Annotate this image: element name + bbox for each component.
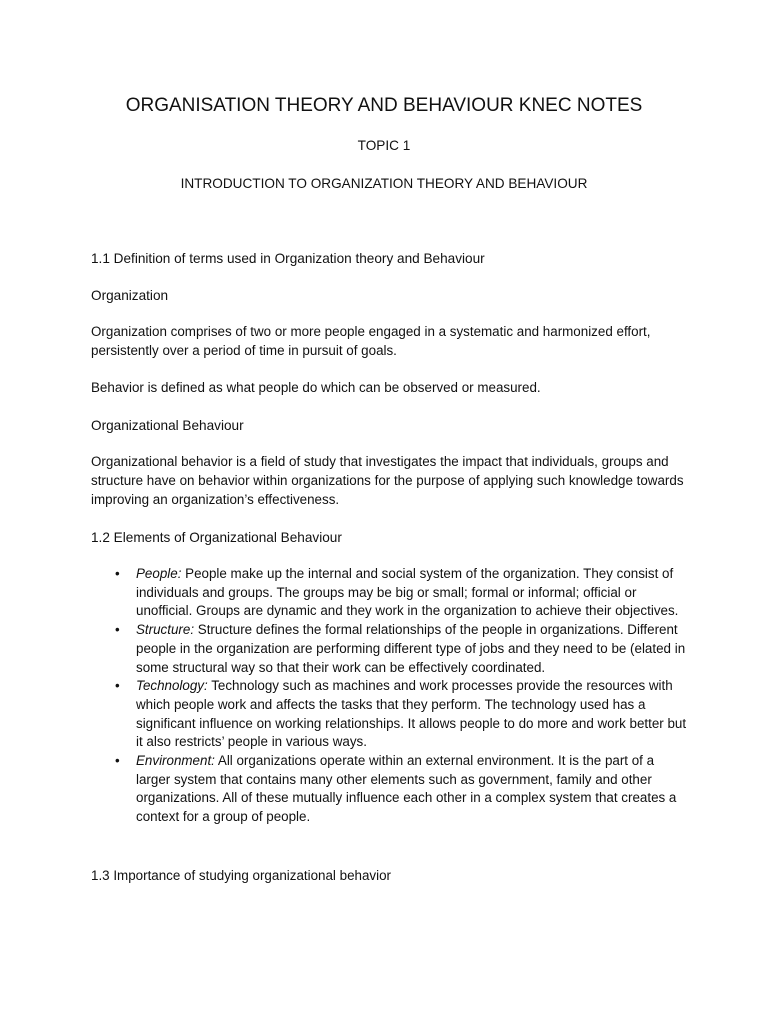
list-item [91, 621, 691, 677]
element-term: Technology: [136, 678, 208, 694]
section-1-1-heading: 1.1 Definition of terms used in Organization theory and Behaviour [91, 251, 485, 266]
bullet-icon: • [115, 622, 120, 638]
elements-list [91, 565, 691, 827]
topic-subtitle: INTRODUCTION TO ORGANIZATION THEORY AND BEHAVIOUR [180, 176, 588, 191]
bullet-icon: • [115, 566, 120, 581]
element-term: Structure: [136, 622, 195, 638]
element-description: Technology such as machines and work processes provide the resources with which people work and affects the tasks that they perform. The technology used has a significant influence on working relationships. It allows people to do more and work better but it also restricts’ people in various ways. [136, 678, 687, 750]
element-description: All organizations operate within an external environment. It is the part of a larger system that contains many other elements such as government, family and other organizations. All of these mutually influence each other in a complex system that creates a context for a group of people. [136, 753, 677, 825]
bullet-icon: • [115, 753, 120, 769]
organizational-behaviour-definition: Organizational behavior is a field of study that investigates the impact that individuals, groups and structure have on behavior within organizations for the purpose of applying such knowledge towards improving an organization’s effectiveness. [91, 454, 684, 507]
section-1-2-heading: 1.2 Elements of Organizational Behaviour [91, 530, 342, 545]
list-item [91, 677, 691, 752]
organizational-behaviour-heading: Organizational Behaviour [91, 418, 244, 433]
section-1-3-heading: 1.3 Importance of studying organizational behavior [91, 868, 391, 883]
element-term: Environment: [136, 753, 215, 769]
behavior-definition: Behavior is defined as what people do which can be observed or measured. [91, 380, 541, 395]
organization-definition: Organization comprises of two or more people engaged in a systematic and harmonized effort, persistently over a period of time in pursuit of goals. [91, 324, 651, 358]
topic-label: TOPIC 1 [357, 138, 411, 153]
element-term: People: [136, 566, 182, 581]
element-description: People make up the internal and social system of the organization. They consist of individuals and groups. The groups may be big or small; formal or informal; official or unofficial. Groups are dynamic and they work in the organization to achieve their objectives. [136, 566, 679, 619]
list-item [91, 565, 691, 621]
bullet-icon: • [115, 678, 120, 694]
organization-heading: Organization [91, 288, 169, 303]
document-title: ORGANISATION THEORY AND BEHAVIOUR KNEC NOTES [125, 95, 643, 116]
element-description: Structure defines the formal relationships of the people in organizations. Different people in the organization are performing different type of jobs and they need to be (elated in some structural way so that their work can be effectively coordinated. [136, 622, 686, 675]
list-item [91, 752, 691, 827]
